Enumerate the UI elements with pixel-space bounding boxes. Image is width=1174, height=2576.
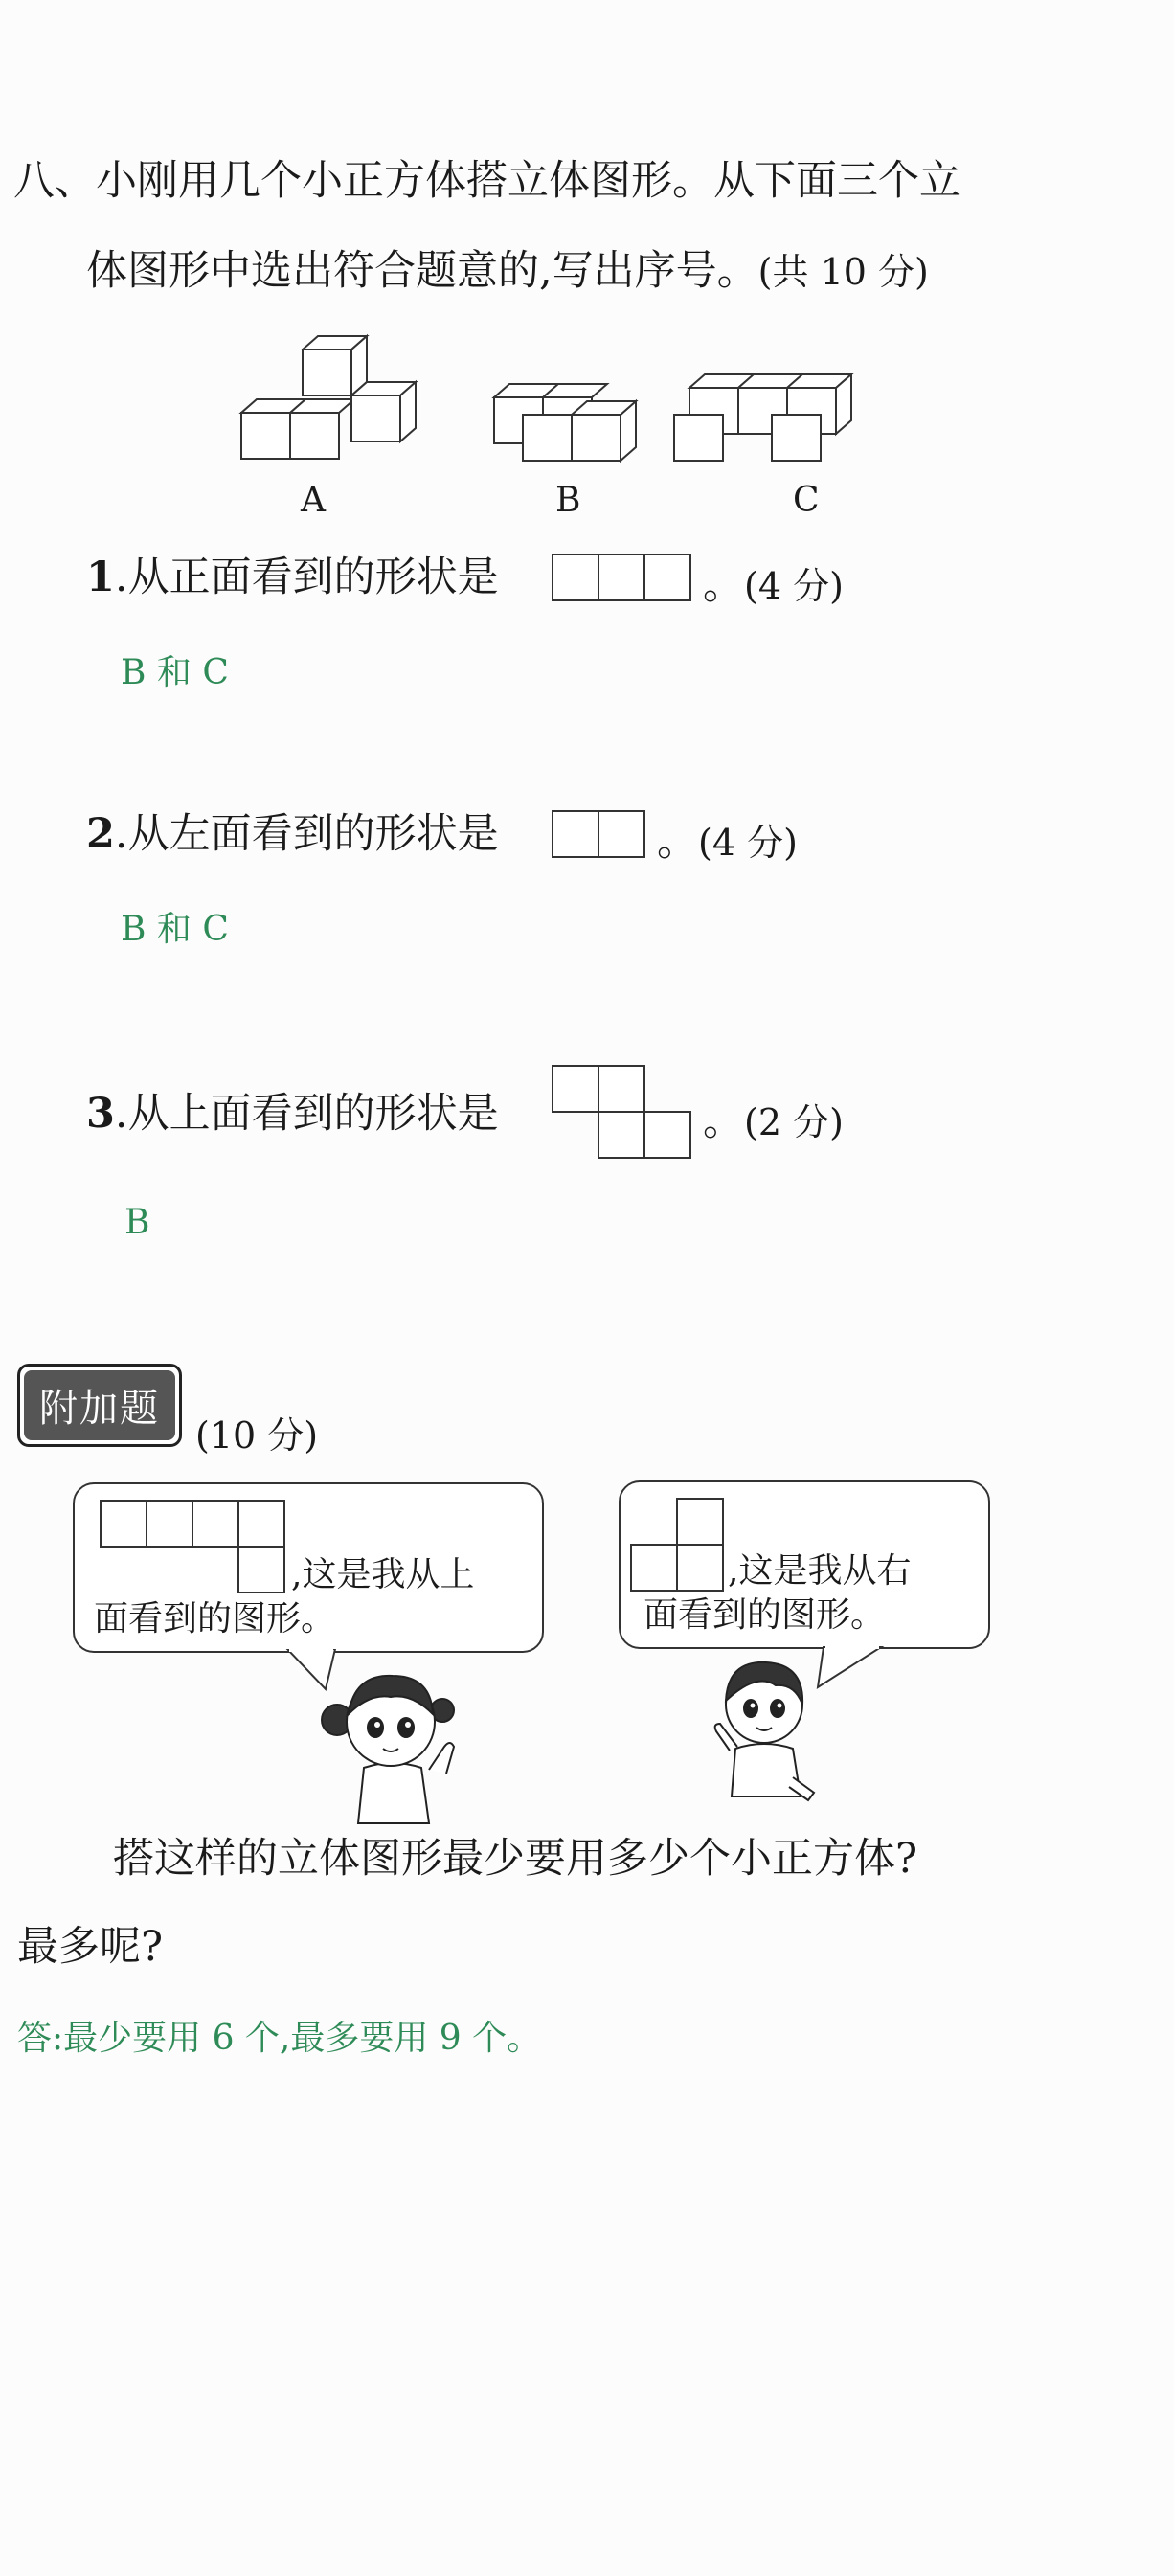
question-2-suffix bbox=[657, 818, 798, 866]
question-3-suffix bbox=[703, 1097, 844, 1145]
question-2-number: 2 bbox=[86, 810, 115, 858]
answer-1: B 和 C bbox=[121, 653, 229, 692]
figure-c-cubes bbox=[674, 374, 851, 461]
figure-a-cubes bbox=[241, 336, 416, 459]
question-3-shape bbox=[552, 1065, 691, 1159]
section-number: 八、 bbox=[13, 157, 96, 205]
question-3 bbox=[86, 1090, 499, 1138]
section-instruction: 体图形中选出符合题意的,写出序号。 bbox=[86, 247, 758, 295]
question-3-score: (2 分) bbox=[744, 1101, 844, 1143]
section-heading-line1 bbox=[13, 157, 960, 205]
question-3-text: .从上面看到的形状是 bbox=[114, 1090, 499, 1138]
speech-bubble-left bbox=[73, 1482, 544, 1653]
section-heading-line2 bbox=[86, 247, 929, 295]
figure-c-label: C bbox=[793, 481, 820, 520]
answer-2: B 和 C bbox=[121, 910, 229, 949]
question-2-shape bbox=[552, 810, 645, 858]
bubble-right-line1: ,这是我从右 bbox=[728, 1551, 912, 1591]
bonus-badge bbox=[17, 1364, 182, 1447]
bonus-badge-label: 附加题 bbox=[24, 1370, 175, 1440]
bonus-answer: 答:最少要用 6 个,最多要用 9 个。 bbox=[17, 2019, 542, 2058]
question-3-number: 3 bbox=[86, 1090, 115, 1138]
bubble-right-line2: 面看到的图形。 bbox=[643, 1595, 886, 1635]
question-1-period: 。 bbox=[703, 561, 744, 609]
question-1-score: (4 分) bbox=[744, 565, 844, 607]
figure-b-label: B bbox=[555, 481, 581, 520]
question-1-shape bbox=[552, 554, 691, 601]
question-2-score: (4 分) bbox=[698, 822, 798, 864]
question-3-period: 。 bbox=[703, 1097, 744, 1145]
right-view-shape bbox=[630, 1498, 726, 1593]
section-title: 小刚用几个小正方体搭立体图形。从下面三个立 bbox=[96, 157, 960, 205]
cube-figures bbox=[230, 330, 919, 474]
top-view-shape bbox=[100, 1500, 291, 1595]
section-score: (共 10 分) bbox=[757, 251, 929, 293]
answer-3: B bbox=[124, 1203, 150, 1242]
question-1-number: 1 bbox=[86, 554, 115, 601]
bonus-question-line2: 最多呢? bbox=[17, 1923, 164, 1971]
question-1-text: .从正面看到的形状是 bbox=[114, 554, 499, 601]
bonus-score: (10 分) bbox=[195, 1414, 319, 1457]
girl-illustration bbox=[316, 1655, 469, 1827]
bubble-left-line1: ,这是我从上 bbox=[291, 1555, 475, 1594]
boy-illustration bbox=[709, 1643, 824, 1806]
speech-bubble-right bbox=[619, 1480, 990, 1649]
bonus-question-line1: 搭这样的立体图形最少要用多少个小正方体? bbox=[113, 1835, 918, 1883]
figure-a-label: A bbox=[301, 481, 326, 520]
question-2 bbox=[86, 810, 499, 858]
bubble-left-line2: 面看到的图形。 bbox=[94, 1599, 336, 1638]
question-2-text: .从左面看到的形状是 bbox=[114, 810, 499, 858]
question-2-period: 。 bbox=[657, 818, 698, 866]
question-1-suffix bbox=[703, 561, 844, 609]
question-1 bbox=[86, 554, 499, 601]
bubble-right-tail bbox=[814, 1645, 900, 1693]
figure-b-cubes bbox=[494, 384, 636, 461]
